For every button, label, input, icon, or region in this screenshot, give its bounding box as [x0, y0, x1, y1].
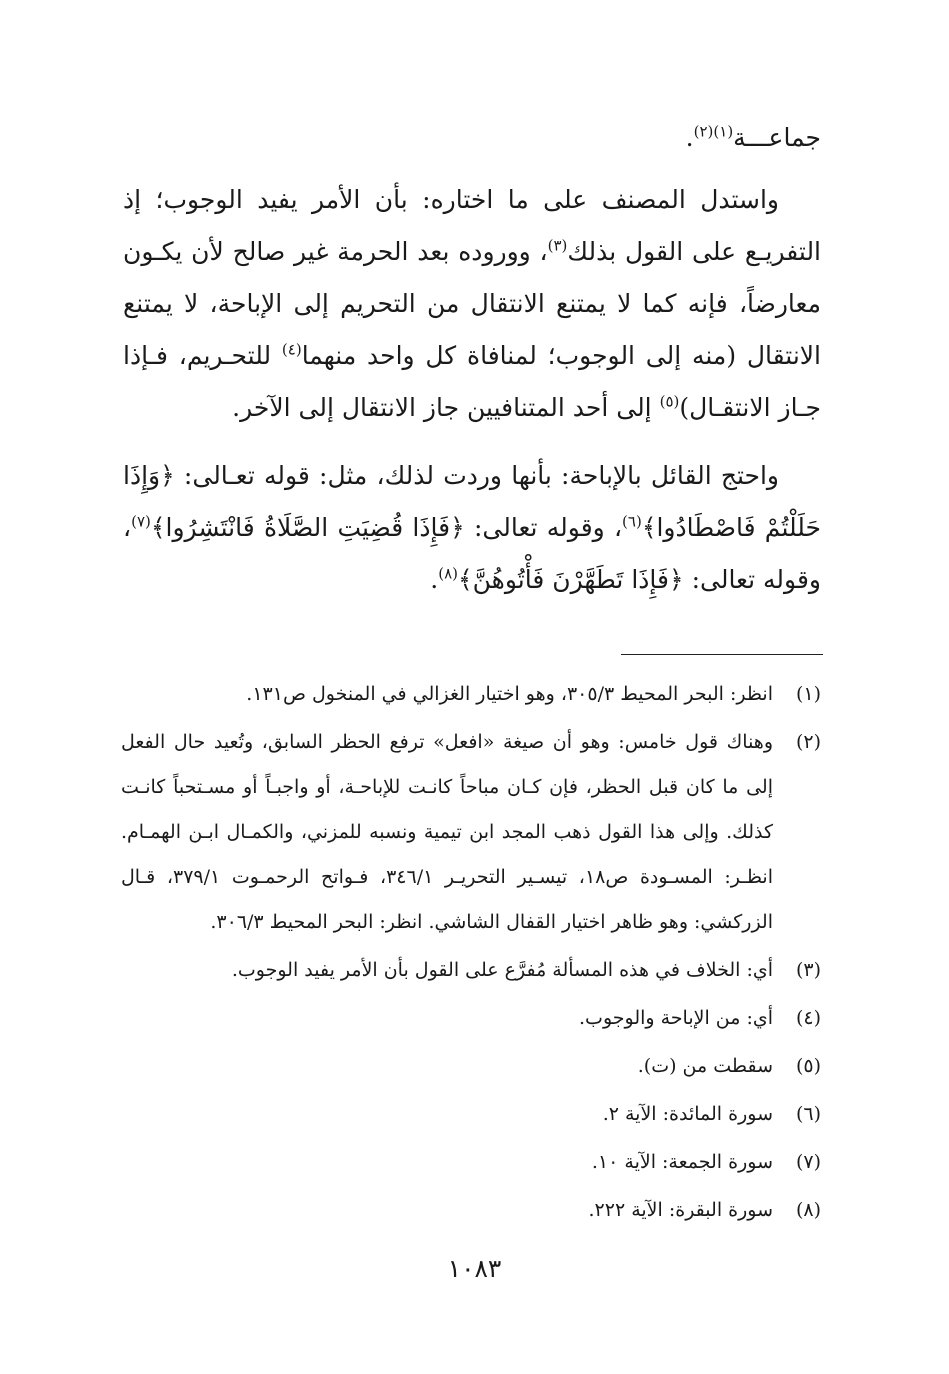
- footnote-divider: [621, 654, 823, 655]
- paragraph-2-part-2: ، وورود​ه بعد الحرمة غير صالح لأن يكـون معارضاً، فإنه كما لا يمتنع الانتقال من التحريم إلى الإباحة، لا يمتنع الانتقال (منه إلى الوجوب؛ لمنافاة كل واحد منهما: [123, 237, 821, 370]
- footnote-ref-8: (٨): [438, 564, 458, 583]
- footnotes: [121, 672, 821, 1236]
- paragraph-2: [123, 174, 821, 434]
- footnote-text: سورة البقرة: الآية ٢٢٢.: [588, 1199, 773, 1221]
- footnote-ref-3: (٣): [547, 236, 568, 255]
- footnote-text: سقطت من (ت).: [637, 1055, 773, 1077]
- footnote-number: (٢): [795, 731, 821, 753]
- footnote-6: [121, 1092, 821, 1137]
- footnote-number: (٧): [795, 1151, 821, 1173]
- footnote-number: (٦): [795, 1103, 821, 1125]
- paragraph-1-text: جماعـــة: [733, 123, 821, 152]
- footnote-7: [121, 1140, 821, 1185]
- paragraph-3-part-1: واحتج القائل بالإباحة: بأنها وردت لذلك، مثل: قوله تعـالى: ﴿وَإِذَا حَلَلْتُمْ فَاصْطَادُوا﴾: [123, 461, 821, 542]
- footnote-4: [121, 996, 821, 1041]
- paragraph-2-part-3: للتحـريم، فـإذا جـاز الانتقـال): [123, 341, 821, 422]
- footnote-ref-6: (٦): [622, 512, 642, 531]
- paragraph-3: [123, 450, 821, 606]
- paragraph-1: [123, 112, 821, 164]
- paragraph-3-part-2: ، وقوله تعالى: ﴿فَإِذَا قُضِيَتِ الصَّلَاةُ فَانْتَشِرُوا﴾: [150, 513, 623, 542]
- footnote-text: سورة المائدة: الآية ٢.: [602, 1103, 773, 1125]
- paragraph-1-end: .: [685, 123, 694, 152]
- footnote-number: (٤): [795, 1007, 821, 1029]
- footnote-ref-1-2: (١)(٢): [693, 122, 734, 141]
- footnote-text: انظر: البحر المحيط ٣٠٥/٣، وهو اختيار الغزالي في المنخول ص١٣١.: [246, 683, 773, 705]
- footnote-number: (٨): [795, 1199, 821, 1221]
- footnote-5: [121, 1044, 821, 1089]
- page-number: ١٠٨٣: [447, 1254, 502, 1283]
- footnote-number: (٥): [795, 1055, 821, 1077]
- footnote-text: سورة الجمعة: الآية ١٠.: [591, 1151, 773, 1173]
- footnote-text: أي: من الإباحة والوجوب.: [579, 1007, 773, 1029]
- footnote-ref-4: (٤): [281, 340, 302, 359]
- main-text: [123, 112, 821, 622]
- footnote-1: [121, 672, 821, 717]
- paragraph-3-part-4: .: [430, 565, 439, 594]
- paragraph-2-part-4: إلى أحد المتنافيين جاز الانتقال إلى الآخر.: [232, 393, 660, 422]
- footnote-ref-5: (٥): [659, 392, 680, 411]
- footnote-8: [121, 1188, 821, 1233]
- footnote-2: [121, 720, 821, 945]
- paragraph-2-part-1: واستدل المصنف على ما اختاره: بأن الأمر يفيد الوجوب؛ إذ التفريـع على القول بذلك: [123, 185, 822, 266]
- footnote-number: (١): [795, 683, 821, 705]
- footnote-ref-7: (٧): [131, 512, 151, 531]
- footnote-text: أي: الخلاف في هذه المسألة مُفرَّع على القول بأن الأمر يفيد الوجوب.: [231, 959, 773, 981]
- paragraph-3-part-3: ، وقوله تعالى: ﴿فَإِذَا تَطَهَّرْنَ فَأْتُوهُنَّ﴾: [123, 513, 821, 594]
- footnote-number: (٣): [795, 959, 821, 981]
- footnote-text: وهناك قول خامس: وهو أن صيغة «افعل» ترفع الحظر السابق، وتُعيد حال الفعل إلى ما كان قبل الحظر، فإن كـان مباحاً كانـت للإباحـة، أو واجبـاً أو مسـتحباً كانـت كذلك. وإلى هذا القول ذهب المجد ابن تيمية ونسبه للمزني، والكمـال ابـن الهمـام. انظـر: المسـودة ص١٨، تيسـير التحريـر ٣٤٦/١، فـواتح الرحمـوت ٣٧٩/١، قـال الزركشي: وهو ظاهر اختيار القفال الشاشي. انظر: البحر المحيط ٣٠٦/٣.: [121, 731, 773, 933]
- footnote-3: [121, 948, 821, 993]
